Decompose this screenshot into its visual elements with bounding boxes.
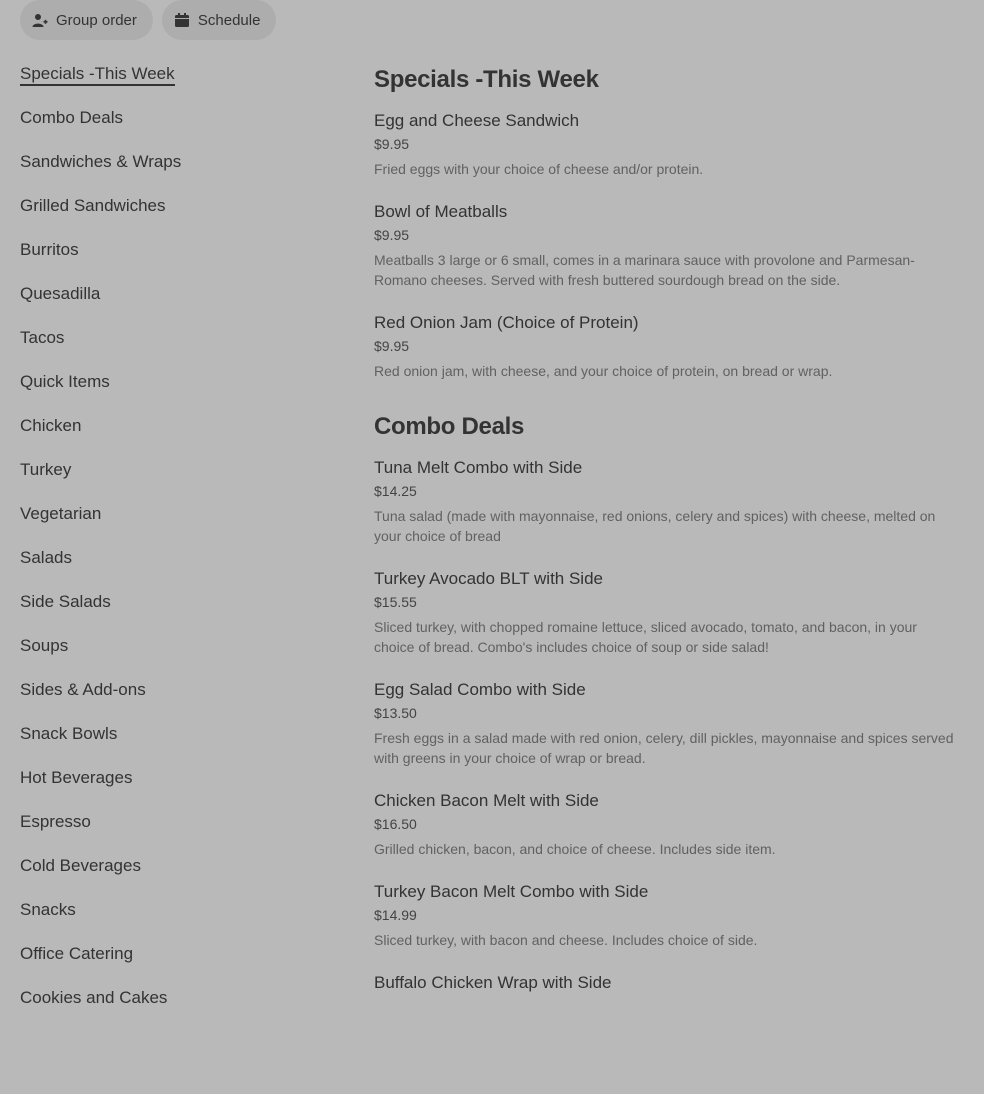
sidebar-category-label: Snacks bbox=[20, 900, 76, 919]
menu-item-name: Egg and Cheese Sandwich bbox=[374, 111, 580, 130]
sidebar-category-label: Specials -This Week bbox=[20, 64, 175, 86]
menu-item[interactable] bbox=[374, 110, 954, 179]
menu-item-description: Fried eggs with your choice of cheese and/or protein. bbox=[374, 161, 704, 177]
sidebar-category-label: Vegetarian bbox=[20, 504, 102, 523]
menu-item-description: Grilled chicken, bacon, and choice of cheese. Includes side item. bbox=[374, 841, 776, 857]
sidebar-category-item[interactable] bbox=[20, 810, 340, 854]
menu-item-price: $14.99 bbox=[374, 907, 417, 923]
menu-item-name: Turkey Avocado BLT with Side bbox=[374, 569, 603, 588]
sidebar-category-item[interactable] bbox=[20, 942, 340, 986]
menu-item[interactable] bbox=[374, 568, 954, 657]
sidebar-category-label: Office Catering bbox=[20, 944, 134, 963]
menu-item-list bbox=[374, 457, 954, 994]
sidebar-category-item[interactable] bbox=[20, 150, 340, 194]
section-title: Specials -This Week bbox=[374, 66, 599, 93]
add-person-icon bbox=[32, 12, 48, 28]
menu-item[interactable] bbox=[374, 881, 954, 950]
menu-item-name: Buffalo Chicken Wrap with Side bbox=[374, 973, 612, 992]
menu-item-name: Red Onion Jam (Choice of Protein) bbox=[374, 313, 639, 332]
sidebar-category-label: Snack Bowls bbox=[20, 724, 118, 743]
menu-item-name: Egg Salad Combo with Side bbox=[374, 680, 586, 699]
sidebar-category-label: Soups bbox=[20, 636, 69, 655]
section-title: Combo Deals bbox=[374, 413, 525, 440]
menu-section bbox=[374, 409, 954, 994]
menu-item[interactable] bbox=[374, 679, 954, 768]
menu-item-description: Sliced turkey, with chopped romaine lettuce, sliced avocado, tomato, and bacon, in your choice of bread. Combo's includes choice of soup or side salad! bbox=[374, 619, 917, 655]
menu-item-description: Tuna salad (made with mayonnaise, red onions, celery and spices) with cheese, melted on your choice of bread bbox=[374, 508, 936, 544]
menu-item-name: Chicken Bacon Melt with Side bbox=[374, 791, 599, 810]
sidebar-category-item[interactable] bbox=[20, 722, 340, 766]
menu-item[interactable] bbox=[374, 312, 954, 381]
sidebar-category-item[interactable] bbox=[20, 766, 340, 810]
menu-item[interactable] bbox=[374, 201, 954, 290]
sidebar-category-label: Cold Beverages bbox=[20, 856, 141, 875]
menu-item-price: $16.50 bbox=[374, 816, 417, 832]
menu-item-description: Red onion jam, with cheese, and your choice of protein, on bread or wrap. bbox=[374, 363, 833, 379]
sidebar-category-label: Sides & Add-ons bbox=[20, 680, 146, 699]
sidebar-category-item[interactable] bbox=[20, 106, 340, 150]
sidebar-category-item[interactable] bbox=[20, 370, 340, 414]
sidebar-category-item[interactable] bbox=[20, 854, 340, 898]
sidebar-category-label: Quick Items bbox=[20, 372, 110, 391]
menu-item-name: Turkey Bacon Melt Combo with Side bbox=[374, 882, 649, 901]
menu-item-price: $9.95 bbox=[374, 136, 410, 152]
menu-item-description: Meatballs 3 large or 6 small, comes in a marinara sauce with provolone and Parmesan-Romano cheeses. Served with fresh buttered sourdough bread on the side. bbox=[374, 252, 915, 288]
menu-section bbox=[374, 62, 954, 381]
menu-item[interactable] bbox=[374, 457, 954, 546]
sidebar-category-item[interactable] bbox=[20, 414, 340, 458]
sidebar-category-item[interactable] bbox=[20, 458, 340, 502]
menu-content bbox=[374, 62, 954, 1022]
sidebar-category-label: Turkey bbox=[20, 460, 72, 479]
sidebar-category-label: Quesadilla bbox=[20, 284, 101, 303]
sidebar-category-label: Tacos bbox=[20, 328, 65, 347]
top-actions bbox=[20, 0, 276, 40]
sidebar-category-item[interactable] bbox=[20, 502, 340, 546]
sidebar-category-item[interactable] bbox=[20, 282, 340, 326]
sidebar-category-label: Grilled Sandwiches bbox=[20, 196, 166, 215]
sidebar-category-label: Salads bbox=[20, 548, 72, 567]
sidebar-category-label: Hot Beverages bbox=[20, 768, 133, 787]
sidebar-category-item[interactable] bbox=[20, 634, 340, 678]
menu-item-description: Sliced turkey, with bacon and cheese. Includes choice of side. bbox=[374, 932, 758, 948]
sidebar-category-item[interactable] bbox=[20, 986, 340, 1030]
sidebar-category-item[interactable] bbox=[20, 62, 340, 106]
sidebar-category-item[interactable] bbox=[20, 546, 340, 590]
sidebar-category-label: Sandwiches & Wraps bbox=[20, 152, 182, 171]
schedule-label: Schedule bbox=[197, 11, 261, 29]
menu-item-price: $15.55 bbox=[374, 594, 417, 610]
menu-item-price: $9.95 bbox=[374, 227, 410, 243]
sidebar-category-label: Cookies and Cakes bbox=[20, 988, 168, 1007]
menu-item-price: $14.25 bbox=[374, 483, 417, 499]
schedule-button[interactable] bbox=[162, 0, 277, 40]
category-sidebar bbox=[20, 62, 340, 1030]
sidebar-category-label: Chicken bbox=[20, 416, 82, 435]
menu-item[interactable] bbox=[374, 972, 954, 994]
menu-item-name: Bowl of Meatballs bbox=[374, 202, 508, 221]
sidebar-category-label: Combo Deals bbox=[20, 108, 123, 127]
menu-item-price: $9.95 bbox=[374, 338, 410, 354]
sidebar-category-item[interactable] bbox=[20, 590, 340, 634]
sidebar-category-item[interactable] bbox=[20, 194, 340, 238]
menu-item-name: Tuna Melt Combo with Side bbox=[374, 458, 583, 477]
menu-item[interactable] bbox=[374, 790, 954, 859]
sidebar-category-label: Side Salads bbox=[20, 592, 111, 611]
sidebar-category-item[interactable] bbox=[20, 238, 340, 282]
group-order-label: Group order bbox=[56, 11, 137, 29]
sidebar-category-label: Burritos bbox=[20, 240, 79, 259]
menu-item-list bbox=[374, 110, 954, 381]
menu-item-price: $13.50 bbox=[374, 705, 417, 721]
calendar-icon bbox=[174, 12, 190, 28]
sidebar-category-label: Espresso bbox=[20, 812, 91, 831]
group-order-button[interactable] bbox=[20, 0, 153, 40]
sidebar-category-item[interactable] bbox=[20, 678, 340, 722]
sidebar-category-item[interactable] bbox=[20, 326, 340, 370]
sidebar-category-item[interactable] bbox=[20, 898, 340, 942]
menu-item-description: Fresh eggs in a salad made with red onion, celery, dill pickles, mayonnaise and spices served with greens in your choice of wrap or bread. bbox=[374, 730, 954, 766]
